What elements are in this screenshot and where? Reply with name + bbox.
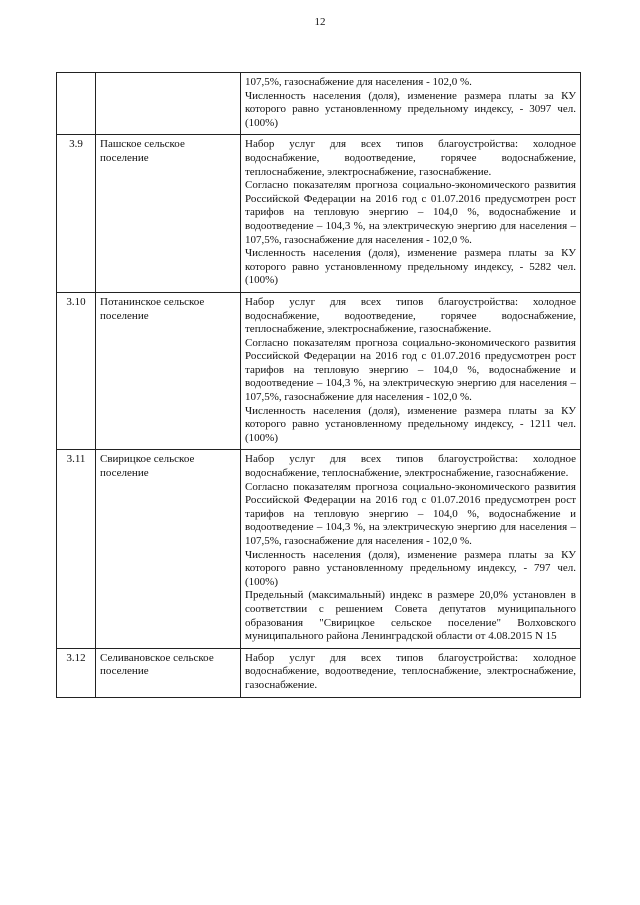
row-description	[241, 292, 581, 450]
description-paragraph: Набор услуг для всех типов благоустройства: холодное водоснабжение, водоотведение, горячее водоснабжение, теплоснабжение, электроснабжение, газоснабжение.	[245, 138, 576, 178]
row-number: 3.12	[57, 648, 96, 697]
settlement-name	[96, 73, 241, 135]
row-number: 3.11	[57, 450, 96, 648]
row-number	[57, 73, 96, 135]
description-paragraph: 107,5%, газоснабжение для населения - 102,0 %.	[245, 76, 472, 88]
row-description	[241, 648, 581, 697]
table-row	[57, 73, 581, 135]
table-row	[57, 648, 581, 697]
description-paragraph: Согласно показателям прогноза социально-экономического развития Российской Федерации на 2016 год с 01.07.2016 предусмотрен рост тарифов на тепловую энергию – 104,0 %, водоснабжение и водоотведение – 104,3 %, на электрическую энергию для населения – 107,5%, газоснабжение для населения - 102,0 %.	[245, 480, 576, 547]
description-paragraph: Согласно показателям прогноза социально-экономического развития Российской Федерации на 2016 год с 01.07.2016 предусмотрен рост тарифов на тепловую энергию – 104,0 %, водоснабжение и водоотведение – 104,3 %, на электрическую энергию для населения – 107,5%, газоснабжение для населения - 102,0 %.	[245, 179, 576, 246]
description-paragraph: Набор услуг для всех типов благоустройства: холодное водоснабжение, водоотведение, теплоснабжение, электроснабжение, газоснабжение.	[245, 651, 576, 691]
page-number: 12	[314, 16, 326, 28]
row-description	[241, 450, 581, 648]
settlement-name: Селивановское сельское поселение	[96, 648, 241, 697]
table-row	[57, 450, 581, 648]
settlement-name: Пашское сельское поселение	[96, 135, 241, 293]
description-paragraph: Численность населения (доля), изменение размера платы за КУ которого равно установленному предельному индексу, - 1211 чел. (100%)	[245, 404, 576, 444]
description-paragraph: Набор услуг для всех типов благоустройства: холодное водоснабжение, теплоснабжение, электроснабжение, газоснабжение.	[245, 453, 576, 480]
row-description	[241, 73, 581, 135]
settlement-name: Потанинское сельское поселение	[96, 292, 241, 450]
row-description	[241, 135, 581, 293]
municipalities-table	[56, 72, 581, 698]
table-row	[57, 292, 581, 450]
row-number: 3.10	[57, 292, 96, 450]
table-row	[57, 135, 581, 293]
description-paragraph: Набор услуг для всех типов благоустройства: холодное водоснабжение, водоотведение, горячее водоснабжение, теплоснабжение, электроснабжение, газоснабжение.	[245, 295, 576, 336]
description-paragraph: Численность населения (доля), изменение размера платы за КУ которого равно установленному предельному индексу, - 5282 чел. (100%)	[245, 247, 576, 287]
description-paragraph: Численность населения (доля), изменение размера платы за КУ которого равно установленному предельному индексу, - 797 чел. (100%)	[245, 548, 576, 588]
settlement-name: Свирицкое сельское поселение	[96, 450, 241, 648]
description-paragraph: Численность населения (доля), изменение размера платы за КУ которого равно установленному предельному индексу, - 3097 чел. (100%)	[245, 89, 576, 129]
row-number: 3.9	[57, 135, 96, 293]
description-paragraph: Предельный (максимальный) индекс в размере 20,0% установлен в соответствии с решением Совета депутатов муниципального образования "Свирицкое сельское поселение" Волховского муниципального района Ленинградской области от 4.08.2015 N 15	[245, 589, 576, 643]
description-paragraph: Согласно показателям прогноза социально-экономического развития Российской Федерации на 2016 год с 01.07.2016 предусмотрен рост тарифов на тепловую энергию – 104,0 %, водоснабжение и водоотведение – 104,3 %, на электрическую энергию для населения – 107,5%, газоснабжение для населения - 102,0 %.	[245, 336, 576, 404]
